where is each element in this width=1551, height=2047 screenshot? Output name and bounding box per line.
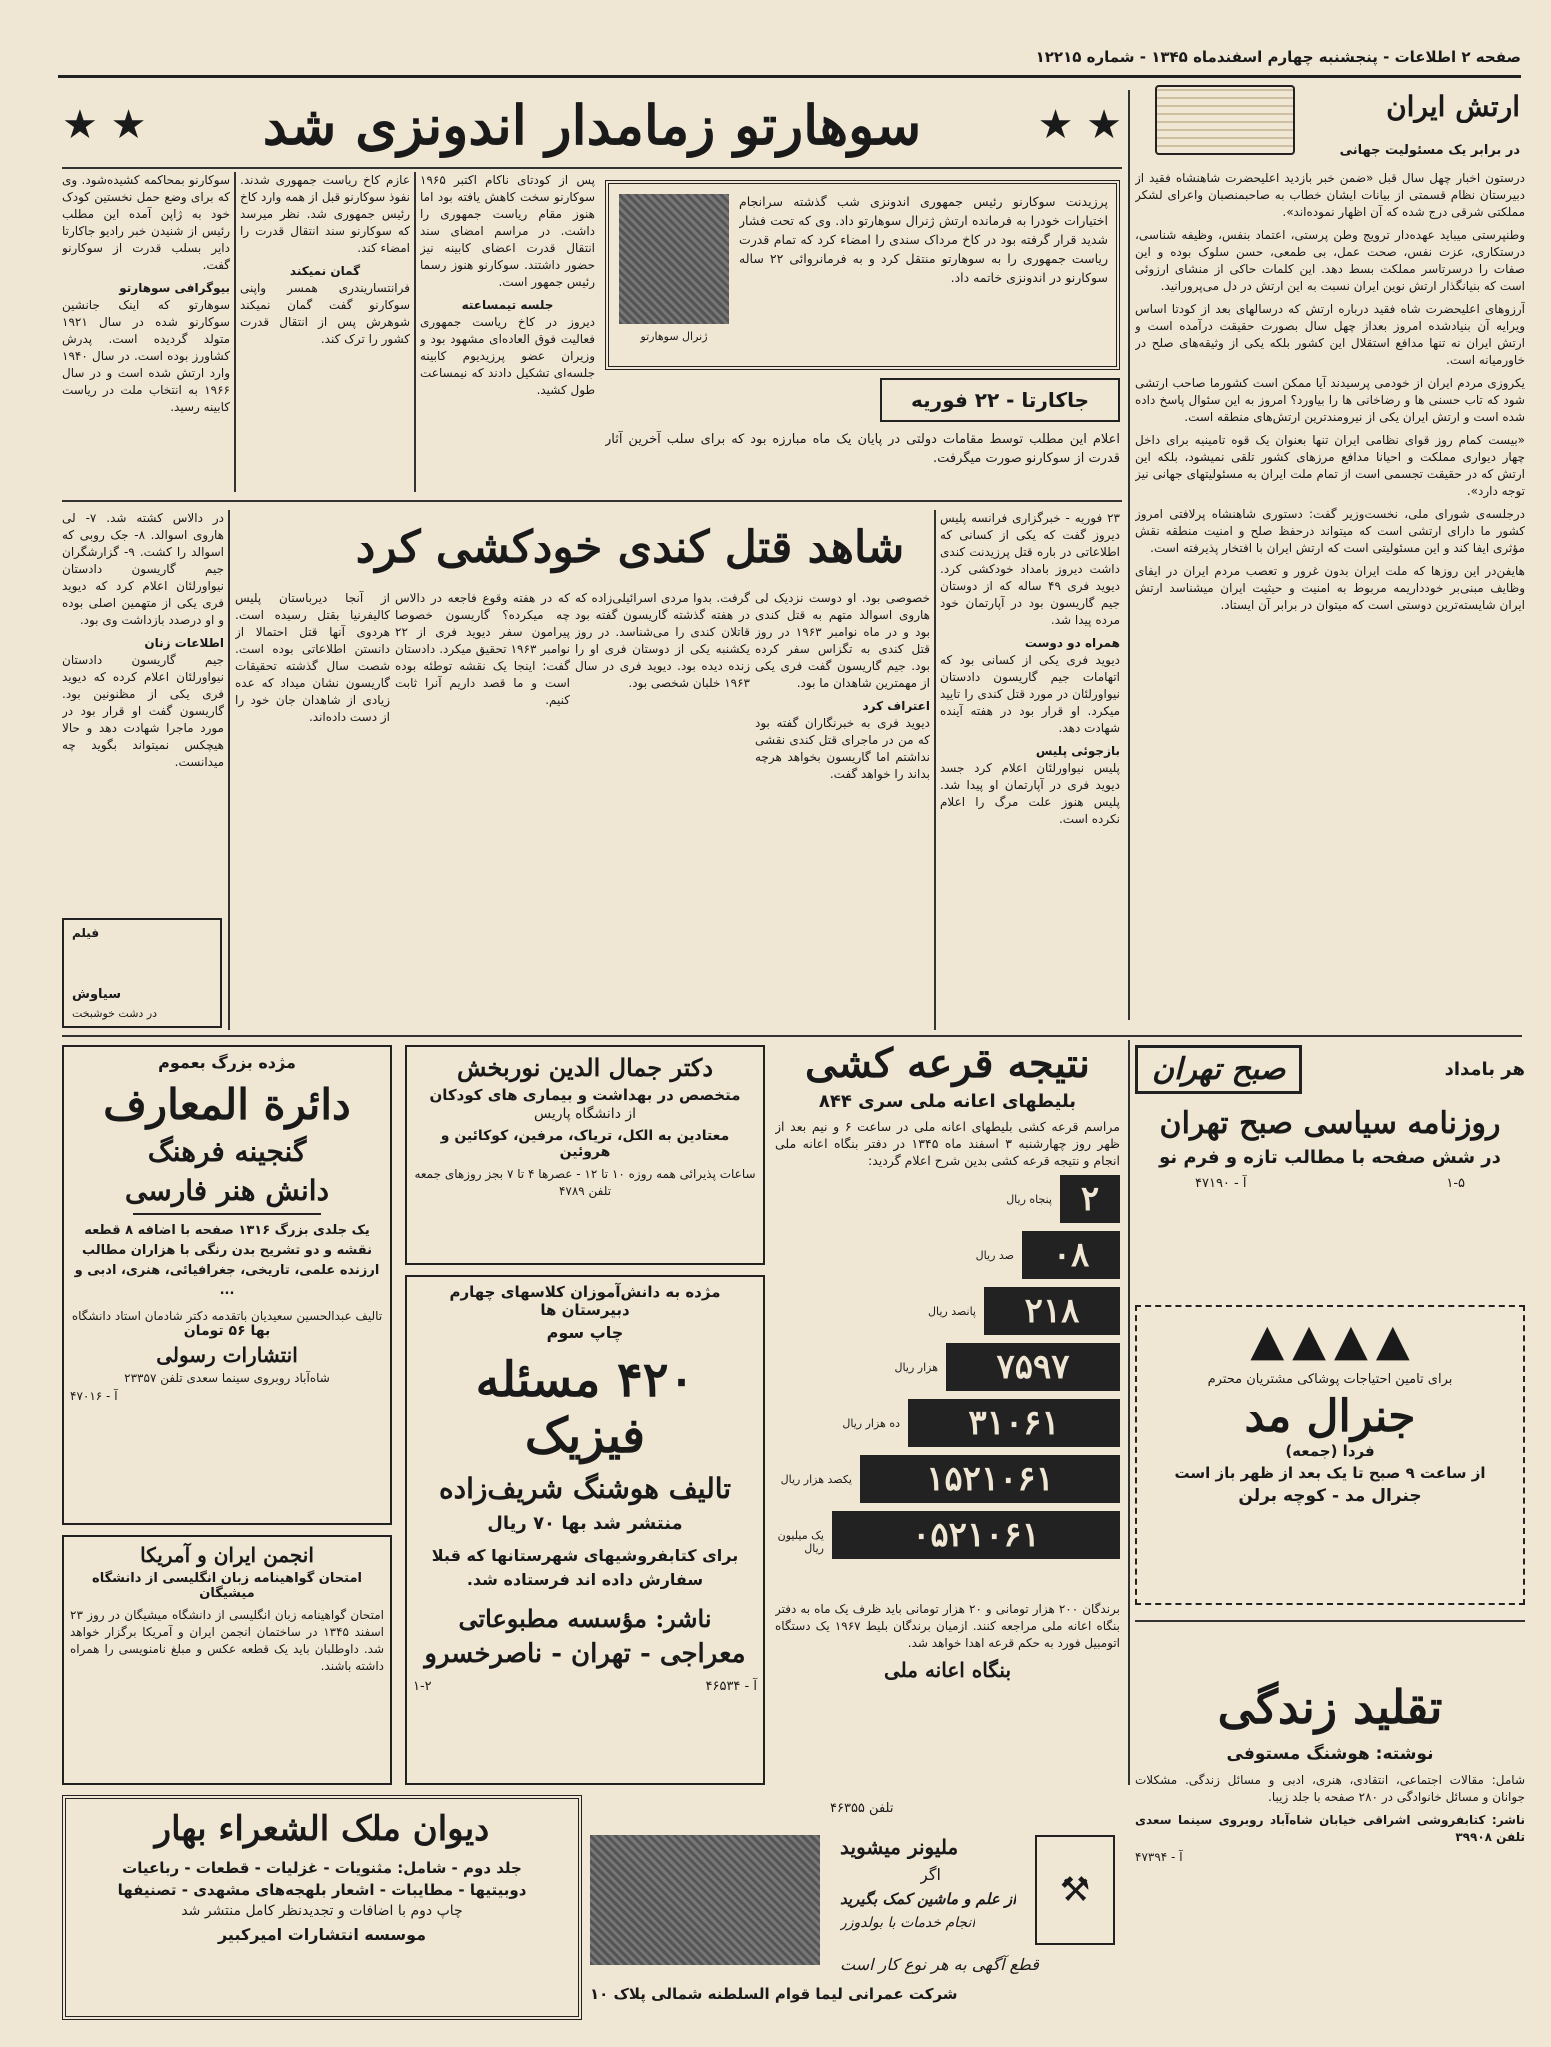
dateline: جاکارتا - ۲۲ فوریه <box>880 378 1120 422</box>
lottery-label: ده هزار ریال <box>842 1417 900 1430</box>
lead-text: پرزیدنت سوکارنو رئیس جمهوری اندونزی شب گذشته سرانجام اختیارات خودرا به فرمانده ارتش ژنرال سوهارتو داد. وی که تحت فشار شدید قرار گرفته بود در کاخ مرداک سندی را امضاء کرد که تمام قدرت ریاست جمهوری را به سوهارتو منتقل کرد و به فرمانروائی ۲۲ ساله سوکارنو در اندونزی خاتمه داد. <box>739 194 1108 285</box>
main-col2 <box>240 172 410 492</box>
divider <box>1128 1040 1130 1785</box>
army-column <box>1135 85 1525 1025</box>
paragraph: فرانتساریندری همسر واپنی سوکارنو گفت گمان نمیکند شوهرش پس از انتقال قدرت کشور را ترک کند. <box>240 281 410 346</box>
ad-head: ملیونر میشوید <box>840 1835 959 1859</box>
lottery-label: یک میلیون ریال <box>777 1529 824 1555</box>
main-col1 <box>420 172 595 492</box>
paragraph: دیوید فری به خبرنگاران گفته بود که من در ماجرای قتل کندی نقشی نداشتم اما گاریسون بخواهد هرچه بداند را خواهد گفت. <box>755 716 930 781</box>
divider <box>133 1213 321 1215</box>
lottery-subtitle: بلیطهای اعانه ملی سری ۸۴۴ <box>818 1091 1077 1112</box>
ad-body: یک جلدی بزرگ ۱۳۱۶ صفحه با اضافه ۸ قطعه نقشه و دو تشریح بدن رنگی با هزاران مطالب ارزنده علمی، تاریخی، جغرافیائی، هنری، ادبی و ... <box>74 1223 380 1298</box>
doctor-name: دکتر جمال الدین نوربخش <box>456 1053 714 1082</box>
ad-publisher: انتشارات رسولی <box>156 1343 298 1367</box>
lottery-number: ۱۵۲۱۰۶۱ <box>860 1455 1120 1503</box>
witness-headline-box <box>330 510 930 585</box>
lottery-label: یکصد هزار ریال <box>780 1473 852 1486</box>
lottery-label: هزار ریال <box>894 1361 938 1374</box>
army-subtitle: در برابر یک مسئولیت جهانی <box>1339 143 1520 158</box>
ad-address: معراجی - تهران - ناصرخسرو <box>424 1639 746 1669</box>
ad-author: نوشته: هوشنگ مستوفی <box>1226 1744 1434 1764</box>
divider <box>1128 90 1130 1020</box>
ad-code: آ - ۴۷۱۹۰ <box>1195 1176 1247 1191</box>
subhead: بیوگرافی سوهارتو <box>119 281 230 295</box>
tree-icons <box>1145 1315 1515 1366</box>
ad-author: تالیف هوشنگ شریف‌زاده <box>438 1472 732 1505</box>
ad-code: آ - ۴۶۵۳۴ <box>705 1679 757 1694</box>
ad-address: جنرال مد - کوچه برلن <box>1238 1486 1422 1506</box>
paragraph: آرزوهای اعلیحضرت شاه فقید درباره ارتش که درسالهای بعد از کودتا اساس ویرایه آن بنیادشده امروز بعداز چهل سال بصورت حقیقت درآمده است و ارتش ایران نه تنها مدافع استقلال این کشور بلکه یکی از وثیقه‌های صلح در خاورمیانه است. <box>1135 302 1525 367</box>
ad-title: دائرة المعارف <box>103 1080 351 1129</box>
ad-head: مژده بزرگ بعموم <box>158 1053 296 1072</box>
film-box <box>62 918 222 1028</box>
ad-publisher: ناشر: مؤسسه مطبوعاتی <box>458 1604 712 1633</box>
sukarno-photo <box>619 194 729 324</box>
ad-price: بها ۵۶ تومان <box>183 1323 271 1339</box>
divider <box>234 172 236 492</box>
divider <box>62 1035 1522 1037</box>
lottery-label: پانصد ریال <box>927 1305 976 1318</box>
doctor-ad <box>405 1045 765 1265</box>
ad-sub: در شش صفحه با مطالب تازه و فرم نو <box>1159 1147 1501 1168</box>
subhead: اطلاعات زنان <box>144 636 224 650</box>
tree-icon: ▲ <box>1250 1315 1285 1366</box>
paragraph: پلیس نیواورلئان اعلام کرد جسد دیوید فری در آپارتمان او پیدا شد. پلیس هنوز علت مرگ را اعلام نکرده است. <box>940 761 1120 826</box>
ad-subtitle: گنجینه فرهنگ <box>147 1135 307 1168</box>
lottery-number: ۰۵۲۱۰۶۱ <box>832 1511 1120 1559</box>
witness-col4: که در هفته وقوع فاجعه در دالاس چه میکرده؟ گاریسون خصوصا پیرامون سفر دیوید فری از ۲۲ نوامبر ۱۹۶۳ تحقیق میکرد. دادستان گفت: اینجا یک نقشه توطئه بوده است و ما قصد داریم آنرا ثابت کنیم. <box>395 591 570 707</box>
lead-box <box>605 180 1120 370</box>
ad-hours: از ساعت ۹ صبح تا یک بعد از ظهر باز است <box>1174 1464 1486 1482</box>
divider <box>62 500 1122 502</box>
ad-day: فردا (جمعه) <box>1285 1442 1375 1460</box>
ad-title: روزنامه سیاسی صبح تهران <box>1159 1106 1501 1141</box>
subhead: بازجوئی پلیس <box>1035 744 1120 758</box>
lottery-org: بنگاه اعانه ملی <box>883 1658 1012 1682</box>
ad-company: شرکت عمرانی لیما قوام السلطنه شمالی پلاک ۱۰ <box>590 1985 958 2003</box>
ad-code: ۱-۵ <box>1446 1176 1465 1191</box>
paragraph: سوهارتو که اینک جانشین سوکارنو شده در سال ۱۹۲۱ متولد گردیده است. پدرش کشاورز بوده است. در سال ۱۹۴۰ وارد ارتش شده است و در سال ۱۹۶۶ به انتخاب ملت در ریاست کابینه رسید. <box>62 298 230 414</box>
paragraph: پس از کودتای ناکام اکتبر ۱۹۶۵ سوکارنو سخت کاهش یافته بود اما هنوز مقام ریاست جمهوری را داشت. در مراسم امضای سند انتقال قدرت اعضای کابینه نیز حضور داشتند. سوکارنو هنوز رسما رئیس جمهور است. <box>420 173 595 289</box>
tree-icon: ▲ <box>1334 1315 1368 1366</box>
ad-label: هر بامداد <box>1444 1059 1525 1080</box>
ad-price: منتشر شد بها ۷۰ ریال <box>487 1513 683 1534</box>
divider <box>934 510 936 1030</box>
paragraph: هایفن‌در این روزها که ملت ایران بدون غرور و تعصب مردم ایران در ایفای وظایف مبنی‌بر خودداریمه مربوط به امنیت و حیثیت ایران میشناسد ارتش ایران شایسته‌ترین دوستی است که میتوان در برابر آن ایستاد. <box>1135 564 1525 612</box>
ad-author: تالیف عبدالحسین سعیدیان باتقدمه دکتر شادمان استاد دانشگاه <box>71 1309 383 1323</box>
paragraph: یکروزی مردم ایران از خودمی پرسیدند آیا ممکن است کشورما صاحب ارتشی شود که تاب حسنی ها و رضاخانی ها را بیاورد؟ امروز به این سئوال پاسخ داده شده است و ارتش ایران یکی از نیرومندترین ارتش‌های منطقه است. <box>1135 376 1525 424</box>
doctor-addiction: معتادین به الکل، تریاک، مرفین، کوکائین و هروئین <box>440 1128 730 1160</box>
ad-lead: برای تامین احتیاجات پوشاکی مشتریان محترم <box>1207 1372 1453 1387</box>
ad-address: شاه‌آباد روبروی سینما سعدی تلفن ۲۳۳۵۷ <box>124 1371 330 1385</box>
lottery-number: ۲ <box>1060 1175 1120 1223</box>
paragraph: در دالاس کشته شد. ۷- لی هاروی اسوالد. ۸- جک روبی که اسوالد را کشت. ۹- گزارشگران جیم گاریسون دادستان نیواورلئان اعلام کرد که دیوید فری یکی از متهمین اصلی بوده و او درصدد بازداشت وی بود. <box>62 511 224 627</box>
divider <box>1135 1620 1525 1622</box>
ad-line: جلد دوم - شامل: مثنویات - غزلیات - قطعات - رباعیات <box>122 1859 522 1877</box>
star-icon: ★ ★ <box>1037 102 1122 148</box>
paragraph: وطنپرستی میباید عهده‌دار ترویج وطن پرستی، اعتماد بنفس، وظیفه شناسی، درستکاری، عزت نفس، صحت عمل، بی طمعی، حسن سلوک بوده و این صفات را درسرتاسر مملکت بسط دهد. این کلمات حاکی از منشای ارزوئی است که بنیانگذار ارتش نوین ایران نسبت به این ارتش در دل می‌پرورانید. <box>1135 228 1525 293</box>
film-label: فیلم <box>72 926 100 940</box>
ad-title: ۴۲۰ مسئله فیزیک <box>475 1352 695 1464</box>
company-logo-icon: ⚒ <box>1035 1835 1115 1945</box>
lottery-title: نتیجه قرعه کشی <box>805 1040 1090 1087</box>
lottery-number: ۲۱۸ <box>984 1287 1120 1335</box>
witness-col2 <box>755 590 930 1030</box>
photo-caption: ژنرال سوهارتو <box>640 330 708 343</box>
film-title: سیاوش <box>72 987 121 1002</box>
army-body <box>1135 170 1525 1020</box>
ad-body: امتحان گواهینامه زبان انگلیسی از دانشگاه میشیگان در روز ۲۳ اسفند ۱۳۴۵ در ساختمان انجمن ایران و آمریکا برگزار خواهد شد. داوطلبان باید یک قطعه عکس و مبلغ نامنویسی را همراه داشته باشند. <box>70 1608 384 1673</box>
ad-title: تقلید زندگی <box>1217 1680 1443 1734</box>
main-headline-row <box>62 85 1122 165</box>
bulldozer-ad <box>590 1795 1125 2020</box>
ad-code: آ - ۴۷۰۱۶ <box>70 1389 118 1403</box>
tree-icon: ▲ <box>1375 1315 1410 1366</box>
divider <box>414 172 416 492</box>
english-ad <box>62 1535 392 1785</box>
army-title: ارتش ایران <box>1386 90 1520 123</box>
encyc-ad <box>62 1045 392 1525</box>
doctor-spec: متخصص در بهداشت و بیماری های کودکان <box>429 1086 741 1104</box>
header-text: صفحه ۲ اطلاعات - پنجشنبه چهارم اسفندماه ۱۳۴۵ - شماره ۱۲۲۱۵ <box>1035 47 1521 66</box>
lottery-numbers <box>775 1175 1120 1595</box>
subhead: اعتراف کرد <box>862 699 930 713</box>
ad-code: ۱-۲ <box>413 1679 432 1694</box>
ad-note: برای کتابفروشیهای شهرستانها که قبلا سفارش داده اند فرستاده شد. <box>431 1546 739 1589</box>
lottery-number: ۳۱۰۶۱ <box>908 1399 1120 1447</box>
lottery-number: ۰۸ <box>1022 1231 1120 1279</box>
ad-body: انجام خدمات با بولدوزر <box>840 1915 976 1931</box>
ad-title: دیوان ملک الشعراء بهار <box>154 1809 490 1849</box>
newspaper-ad <box>1135 1045 1525 1295</box>
ad-phone: تلفن ۴۶۳۵۵ <box>830 1801 894 1816</box>
main-headline: سوهارتو زمامدار اندونزی شد <box>262 93 922 157</box>
witness-col1 <box>940 510 1120 1030</box>
ad-line: چاپ دوم با اضافات و تجدیدنظر کامل منتشر شد <box>181 1903 463 1919</box>
ad-code: آ - ۴۷۳۹۴ <box>1135 1850 1183 1864</box>
witness-headline: شاهد قتل کندی خودکشی کرد <box>355 522 905 573</box>
lottery-footer: برندگان ۲۰۰ هزار تومانی و ۲۰ هزار تومانی باید ظرف یک ماه به دفتر بنگاه اعانه ملی مراجعه کنند. ازمیان برندگان بلیط ۱۹۶۷ یک دستگاه اتومبیل فورد به حکم قرعه اهدا خواهد شد. <box>775 1602 1120 1650</box>
lottery-number: ۷۵۹۷ <box>946 1343 1120 1391</box>
witness-col3: گرفت. بدوا مردی اسرائیلی‌زاده که در هفته گذشته گاریسون گفته بود قاتلان کندی را می‌شناسد. در روز یکشنبه یکی از دوستان فری او را زنده دیده بود. دیوید فری در سال ۱۹۶۳ خلبان شخصی بود. <box>575 591 750 690</box>
page-header <box>58 38 1521 78</box>
dateline-text: اعلام این مطلب توسط مقامات دولتی در پایان یک ماه مبارزه بود که برای سلب آخرین آثار قدرت از سوکارنو صورت میگرفت. <box>605 432 1120 466</box>
doctor-uni: از دانشگاه پاریس <box>533 1106 637 1122</box>
ad-title: انجمن ایران و آمریکا <box>140 1543 314 1567</box>
doctor-info: ساعات پذیرائی همه روزه ۱۰ تا ۱۲ - عصرها ۴ تا ۷ بجز روزهای جمعه تلفن ۴۷۸۹ <box>414 1167 756 1198</box>
star-icon: ★ ★ <box>62 102 147 148</box>
paragraph: عازم کاخ ریاست جمهوری شدند. نفوذ سوکارنو قبل از همه وارد کاخ رئیس جمهوری شد. نظر میرسد که سوکارنو سند انتقال قدرت را امضاء کند. <box>240 173 410 255</box>
ad-subtitle: دانش هنر فارسی <box>124 1174 330 1207</box>
paragraph: ۲۳ فوریه - خبرگزاری فرانسه پلیس دیروز گفت که یکی از کسانی که اطلاعاتی در باره قتل پرزیدنت کندی داشت دیروز بامداد خودکشی کرد. دیوید فری ۴۹ ساله که از دوستان جیم گاریسون بود در آپارتمان خود مرده پیدا شد. <box>940 511 1120 627</box>
lottery-label: صد ریال <box>975 1249 1014 1262</box>
general-mode-ad <box>1135 1305 1525 1605</box>
paragraph: جیم گاریسون دادستان نیواورلئان اعلام کرده که دیوید فری یکی از مظنونین بود. گاریسون گفت او قرار بود در مورد ماجرا شهادت دهد و حالا هیچکس نمیتواند بگوید چه میدانست. <box>62 653 224 769</box>
bulldozer-photo <box>590 1835 820 1965</box>
physics-ad <box>405 1275 765 1785</box>
divider <box>228 510 230 1030</box>
divan-ad <box>62 1795 582 2020</box>
ad-edition: چاپ سوم <box>546 1323 624 1342</box>
ad-publisher: موسسه انتشارات امیرکبیر <box>217 1925 427 1944</box>
ad-footer: قطع آگهی به هر نوع کار است <box>840 1955 1039 1974</box>
taghlid-ad <box>1135 1620 1525 2020</box>
paragraph: درجلسه‌ی شورای ملی، نخست‌وزیر گفت: دستوری شاهنشاه پرلافتی امروز کشور ما دارای ارتشی است که میتواند درحفظ صلح و امنیت منطقه نقش مؤثری ایفا کند و این مسئولیتی است که ارتش ایران با افتخار پذیرفته است. <box>1135 507 1525 555</box>
tree-icon: ▲ <box>1292 1315 1326 1366</box>
witness-col6 <box>62 510 224 910</box>
subhead: جلسه تیمساعته <box>461 298 554 312</box>
paragraph: درستون اخبار چهل سال قبل «ضمن خبر بازدید اعلیحضرت شاهنشاه فقید از دبیرستان نظام قسمتی از بیانات ایشان خطاب به صاحبمنصبان واعرای لشکر مملکتی شرقی درج شده که آن اظهار نموده‌اند». <box>1135 171 1525 219</box>
ad-line: دوبیتیها - مطایبات - اشعار بلهجه‌های مشهدی - تصنیفها <box>117 1881 527 1899</box>
ad-codes <box>413 1679 757 1694</box>
paragraph: «بیست کمام روز قوای نظامی ایران تنها بعنوان یک قوه تامینیه برای داخل چهار دیواری مملکت و احیانا مدافع مرزهای کشور تلقی نمیشود، بلکه این ارتش که در حقیقت تجسمی است از تمام ملت ایران به مسئولیتهای جهانی نیز توجه دارد». <box>1135 433 1525 498</box>
witness-col5: از آنجا دیرباستان پلیس کالیفرنیا بقتل رسیده است. هردوی آنها قتل احتمالا از دانستن اطلاعاتی بوده است. شصت سال گذشته تحقیقات گاریسون نشان میداد که عده زیادی از شاهدان جان خود را از دست داده‌اند. <box>235 591 390 724</box>
lottery-section <box>775 1040 1120 1785</box>
lottery-label: پنجاه ریال <box>1006 1193 1052 1206</box>
lottery-intro: مراسم قرعه کشی بلیطهای اعانه ملی در ساعت ۶ و نیم بعد از ظهر روز چهارشنبه ۳ اسفند ماه ۱۳۴۵ در دفتر بنگاه اعانه ملی انجام و نتیجه قرعه کشی بدین شرح اعلام گردید: <box>775 1119 1120 1168</box>
ad-sub: اگر <box>920 1865 941 1884</box>
ad-sub: امتحان گواهینامه زبان انگلیسی از دانشگاه میشیگان <box>92 1571 362 1601</box>
ad-body: شامل: مقالات اجتماعی، انتقادی، هنری، ادبی و مسائل زندگی. مشکلات جوانان و مسائل خانوادگی در ۲۸۰ صفحه با جلد زیبا. <box>1135 1773 1525 1804</box>
paragraph: دیوید فری یکی از کسانی بود که اتهامات جیم گاریسون دادستان نیواورلئان در مورد قتل کندی را تایید میکرد. او قرار بود در هفته آینده شهادت دهد. <box>940 653 1120 735</box>
main-col3 <box>62 172 230 492</box>
ad-head: مژده به دانش‌آموزان کلاسهای چهارم دبیرستان ها <box>449 1283 721 1319</box>
newspaper-logo: صبح تهران <box>1135 1045 1302 1094</box>
paragraph: سوکارنو بمحاکمه کشیده‌شود. وی که برای وضع حمل نخستین کودک خود به ژاپن آمده این مطلب رئیس از شنیدن خبر رادیو جاکارتا دایر بسلب قدرت از سوکارنو گفت. <box>62 173 230 272</box>
ad-body: از علم و ماشین کمک بگیرید <box>840 1890 1017 1908</box>
paragraph: دیروز در کاخ ریاست جمهوری فعالیت فوق العاده‌ای مشهود بود و وزیران عضو پرزیدیوم کابینه جلسه‌ای تشکیل دادند که نیمساعت طول کشید. <box>420 315 595 397</box>
subhead: گمان نمیکند <box>289 264 361 278</box>
subhead: همراه دو دوست <box>1024 636 1120 650</box>
paragraph: خصوصی بود. او دوست نزدیک لی هاروی اسوالد متهم به قتل کندی بود و در ماه نوامبر ۱۹۶۳ در روز قتل کندی به تگزاس سفر کرده بود. جیم گاریسون گفت فری یکی از مهمترین شاهدان ما بود. <box>755 591 930 690</box>
divider <box>62 167 1122 169</box>
ad-publisher: ناشر: کتابفروشی اشراقی خیابان شاه‌آباد روبروی سینما سعدی تلفن ۳۹۹۰۸ <box>1135 1813 1525 1844</box>
film-sub: در دشت خوشبخت <box>72 1007 158 1020</box>
inkwell-illustration <box>1155 85 1295 155</box>
ad-title: جنرال مد <box>1244 1391 1416 1442</box>
